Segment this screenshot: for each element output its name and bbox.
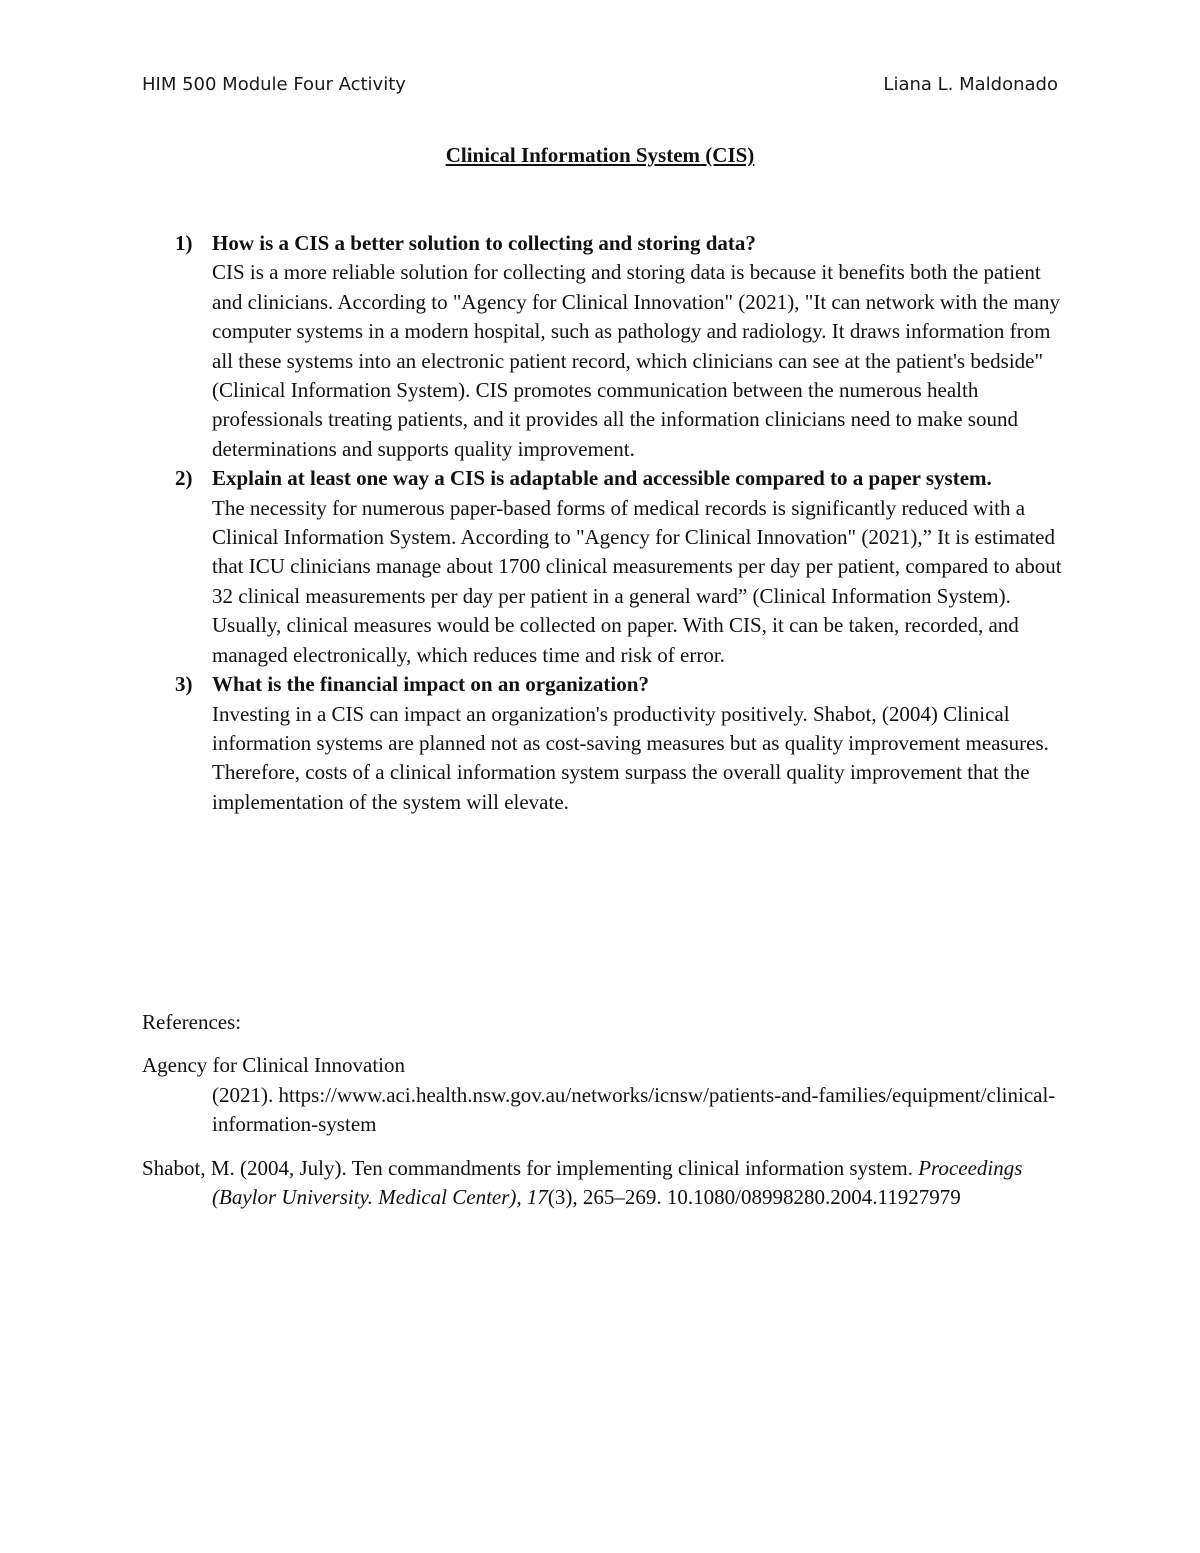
- reference-citation: Shabot, M. (2004, July). Ten commandments for implementing clinical information system.: [142, 1155, 919, 1180]
- answer-text: The necessity for numerous paper-based forms of medical records is significantly reduced with a Clinical Information System. According to "Agency for Clinical Innovation" (2021),” It is estimated that ICU clinicians manage about 1700 clinical measurements per day per patient, compared to about 32 clinical measurements per day per patient in a general ward” (Clinical Information System). Usually, clinical measures would be collected on paper. With CIS, it can be taken, recorded, and managed electronically, which reduces time and risk of error.: [212, 495, 1062, 667]
- question-item: [142, 229, 1072, 464]
- reference-entry: [142, 1154, 1072, 1213]
- question-number: 2): [175, 466, 193, 491]
- question-item: [142, 670, 1072, 817]
- answer-text: Investing in a CIS can impact an organization's productivity positively. Shabot, (2004) Clinical information systems are planned not as cost-saving measures but as quality improvement measures. Therefore, costs of a clinical information system surpass the overall quality improvement that the implementation of the system will elevate.: [212, 701, 1049, 814]
- question-text: How is a CIS a better solution to collecting and storing data?: [212, 231, 756, 255]
- header-course-title: HIM 500 Module Four Activity: [142, 74, 406, 95]
- reference-journal: Proceedings (Baylor University. Medical Center), 17: [212, 1155, 1023, 1210]
- question-number: 1): [175, 231, 193, 255]
- reference-doi: (3), 265–269. 10.1080/08998280.2004.11927979: [547, 1185, 961, 1210]
- references-heading: References:: [142, 1010, 242, 1034]
- question-number: 3): [175, 672, 193, 697]
- reference-author: Agency for Clinical Innovation: [142, 1053, 406, 1078]
- page-header: [142, 74, 1058, 100]
- header-author-name: Liana L. Maldonado: [883, 74, 1058, 95]
- question-list: [142, 229, 1072, 817]
- question-item: [142, 464, 1072, 670]
- reference-entry: [142, 1051, 1072, 1139]
- question-text: What is the financial impact on an organization?: [212, 672, 649, 697]
- reference-url: (2021). https://www.aci.health.nsw.gov.au/networks/icnsw/patients-and-families/equipment/clinical-information-system: [212, 1082, 1056, 1137]
- references-section: [142, 1008, 1072, 1226]
- question-text: Explain at least one way a CIS is adaptable and accessible compared to a paper system.: [212, 466, 992, 491]
- document-title: Clinical Information System (CIS): [445, 143, 755, 167]
- answer-text: CIS is a more reliable solution for collecting and storing data is because it benefits both the patient and clinicians. According to "Agency for Clinical Innovation" (2021), "It can network with the many computer systems in a modern hospital, such as pathology and radiology. It draws information from all these systems into an electronic patient record, which clinicians can see at the patient's bedside" (Clinical Information System). CIS promotes communication between the numerous health professionals treating patients, and it provides all the information clinicians need to make sound determinations and supports quality improvement.: [212, 260, 1060, 461]
